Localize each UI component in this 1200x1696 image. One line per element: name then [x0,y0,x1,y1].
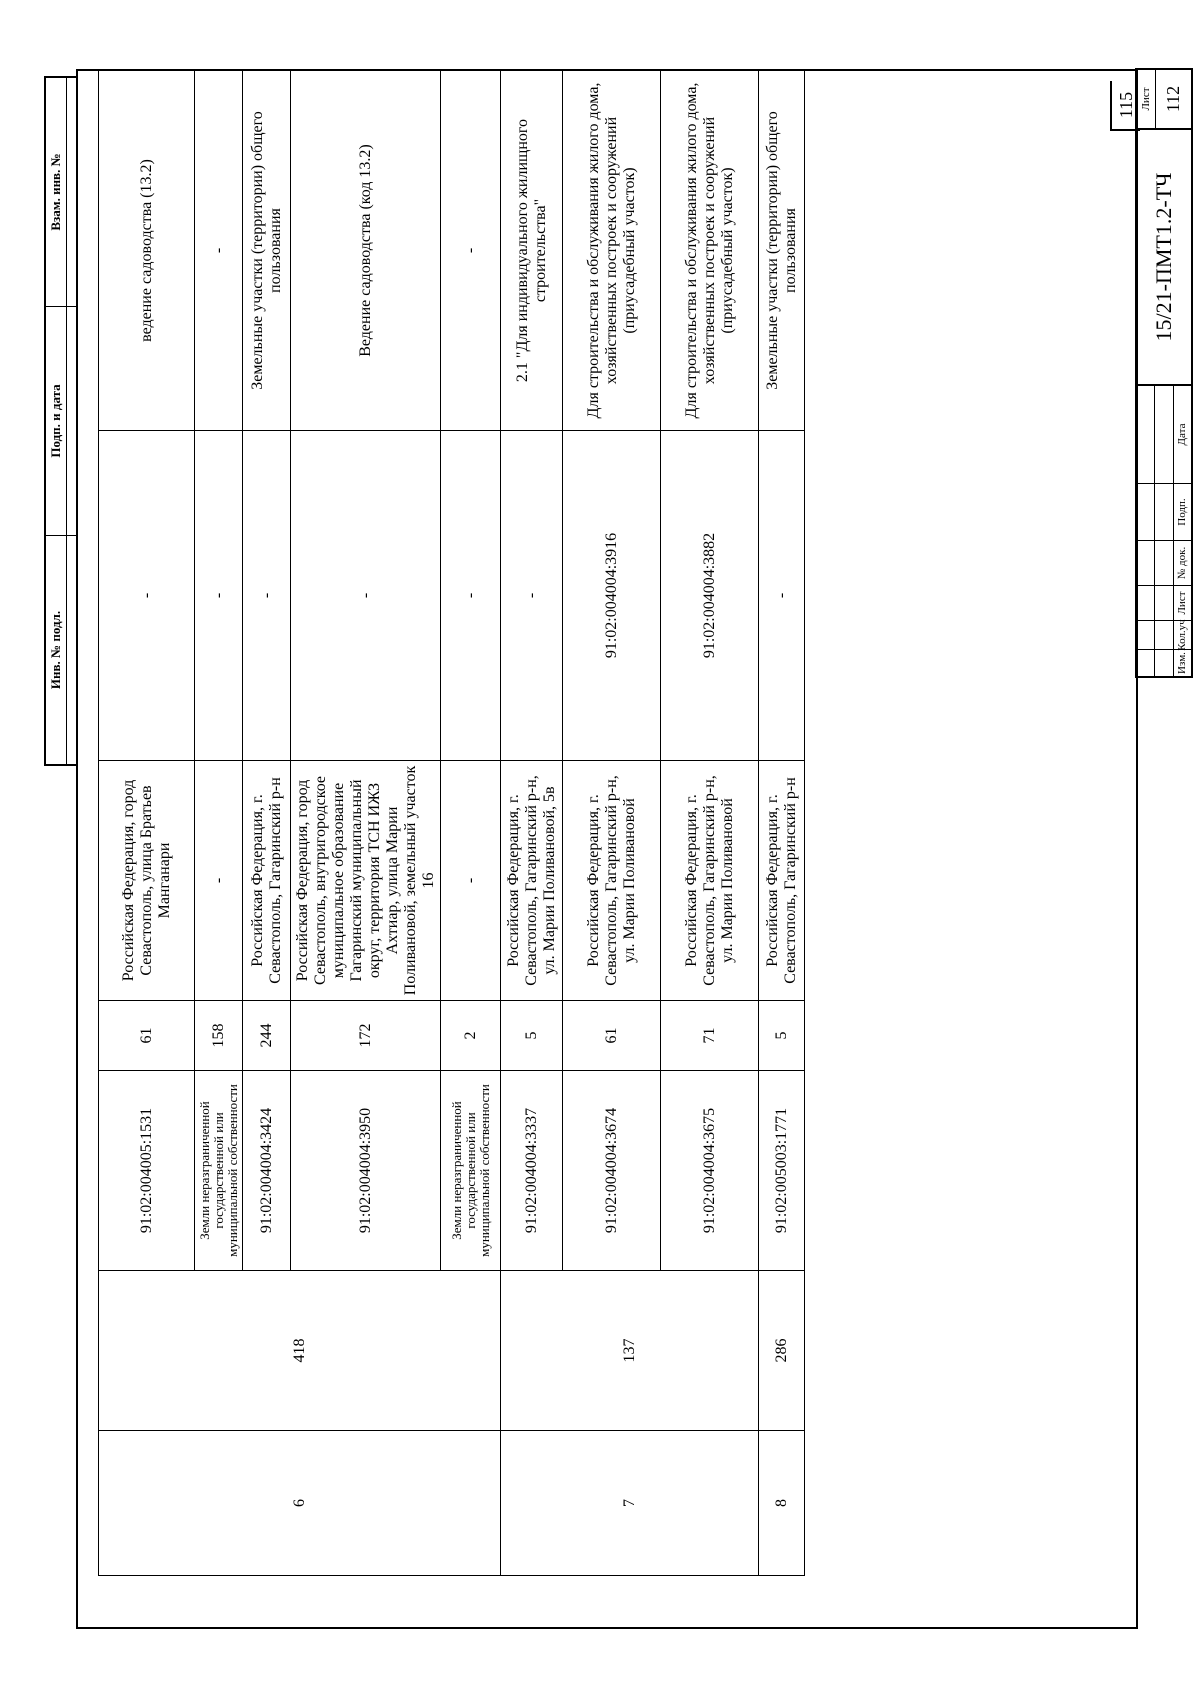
cadastral2-cell: - [441,431,501,761]
cadastral-cell: 91:02:004004:3675 [661,1071,759,1271]
address-cell: Российская Федерация, г. Севастополь, Гагаринский р-н, ул. Марии Поливановой [661,761,759,1001]
sheet-number: 112 [1163,85,1183,113]
use-cell: 2.1 "Для индивидуального жилищного строительства" [501,71,563,431]
qty-cell: 5 [501,1001,563,1071]
area-cell: 418 [99,1271,501,1431]
row-number-cell: 7 [501,1431,759,1576]
cadastral-cell: 91:02:004004:3950 [291,1071,441,1271]
qty-cell: 244 [243,1001,291,1071]
cadastral2-cell: - [291,431,441,761]
doc-no-label: № док. [1174,540,1191,585]
sign-date-label: Подп. и дата [46,306,66,535]
document-code: 15/21-ПМТ1.2-ТЧ [1137,128,1191,384]
use-cell: - [441,71,501,431]
revision-grid [1137,384,1191,676]
address-cell: Российская Федерация, г. Севастополь, Гагаринский р-н [243,761,291,1001]
sheet-label: Лист [1137,70,1156,128]
inv-no-label: Инв. № подл. [46,535,66,764]
cadastral2-cell: - [243,431,291,761]
qty-cell: 71 [661,1001,759,1071]
cadastral-cell: 91:02:004004:3337 [501,1071,563,1271]
area-cell: 286 [759,1271,805,1431]
page-number-top: 115 [1110,81,1140,131]
approval-strip [44,76,76,766]
use-cell: Для строительства и обслуживания жилого дома, хозяйственных построек и сооружений (приусадебный участок) [661,71,759,431]
signature-label: Подп. [1174,483,1191,540]
qty-cell: 2 [441,1001,501,1071]
cadastral2-cell: 91:02:004004:3882 [661,431,759,761]
cadastral-cell: 91:02:004005:1531 [99,1071,195,1271]
cadastral-cell: 91:02:004004:3424 [243,1071,291,1271]
qty-cell: 61 [99,1001,195,1071]
date-label: Дата [1176,423,1189,446]
sheet-box [1137,70,1191,128]
title-block [1135,68,1193,678]
cadastral-cell: 91:02:005003:1771 [759,1071,805,1271]
address-cell: Российская Федерация, г. Севастополь, Гагаринский р-н [759,761,805,1001]
row-number-cell: 6 [99,1431,501,1576]
area-cell: 137 [501,1271,759,1431]
cadastral2-cell: - [759,431,805,761]
cadastral-cell: Земли неразграниченной государственной или муниципальной собственности [195,1071,243,1271]
use-cell: Ведение садоводства (код 13.2) [291,71,441,431]
cadastral2-cell: - [501,431,563,761]
use-cell: Земельные участки (территории) общего пользования [759,71,805,431]
table-row [501,71,563,1576]
row-number-cell: 8 [759,1431,805,1576]
cadastral2-cell: 91:02:004004:3916 [563,431,661,761]
table-row [759,71,805,1576]
list-label: Лист [1174,585,1191,620]
use-cell: Земельные участки (территории) общего пользования [243,71,291,431]
address-cell: Российская Федерация, город Севастополь, улица Братьев Манганари [99,761,195,1001]
address-cell: - [441,761,501,1001]
qty-cell: 158 [195,1001,243,1071]
cadastral2-cell: - [99,431,195,761]
land-plots-table [98,70,805,1576]
replaced-inv-label: Взам. инв. № [48,153,63,231]
kol-uch-label: Кол.уч [1174,620,1191,649]
use-cell: Для строительства и обслуживания жилого дома, хозяйственных построек и сооружений (приусадебный участок) [563,71,661,431]
qty-cell: 172 [291,1001,441,1071]
izm-label: Изм. [1174,649,1191,676]
table-row [99,71,195,1576]
cadastral-cell: 91:02:004004:3674 [563,1071,661,1271]
cadastral2-cell: - [195,431,243,761]
qty-cell: 5 [759,1001,805,1071]
use-cell: ведение садоводства (13.2) [99,71,195,431]
cadastral-cell: Земли неразграниченной государственной или муниципальной собственности [441,1071,501,1271]
use-cell: - [195,71,243,431]
address-cell: Российская Федерация, г. Севастополь, Гагаринский р-н, ул. Марии Поливановой [563,761,661,1001]
address-cell: - [195,761,243,1001]
qty-cell: 61 [563,1001,661,1071]
address-cell: Российская Федерация, г. Севастополь, Гагаринский р-н, ул. Марии Поливановой, 5в [501,761,563,1001]
address-cell: Российская Федерация, город Севастополь, внутригородское муниципальное образование Гагаринский муниципальный округ, территория ТСН ИЖЗ Ахтиар, улица Марии Поливановой, земельный участок 16 [291,761,441,1001]
